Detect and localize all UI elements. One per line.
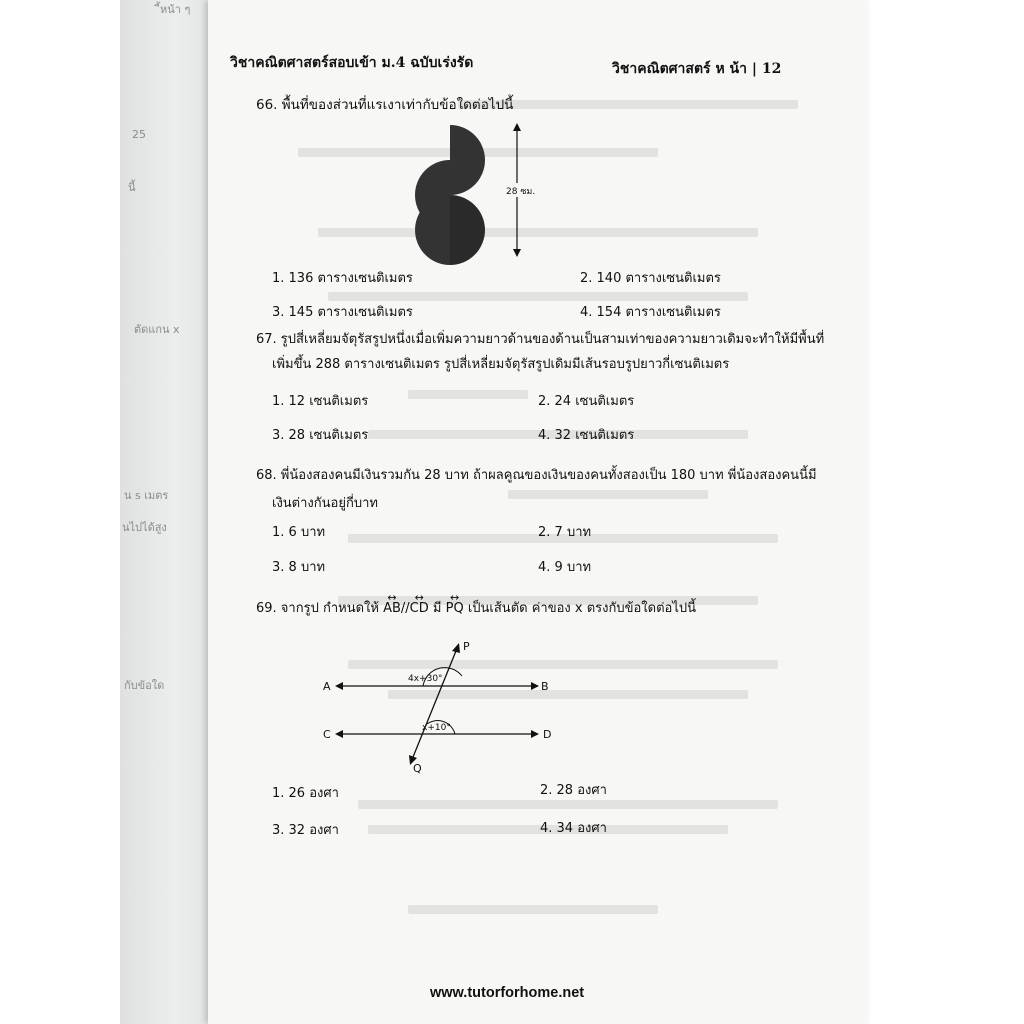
previous-page-edge [120,0,212,1024]
q66-option-2: 2. 140 ตารางเซนติเมตร [580,271,721,286]
q66-option-3: 3. 145 ตารางเซนติเมตร [272,305,413,320]
q68-option-4: 4. 9 บาท [538,560,592,575]
left-fragment: กับข้อใด [124,679,165,692]
q69-prefix: 69. จากรูป กำหนดให้ [256,601,379,616]
left-fragment: น s เมตร [124,489,169,502]
shaded-semicircles-figure [400,115,560,265]
q68-option-2: 2. 7 บาท [538,525,592,540]
point-p-label: P [463,640,470,653]
question-67-line-1: 67. รูปสี่เหลี่ยมจัตุรัสรูปหนึ่งเมื่อเพิ่มความยาวด้านของด้านเป็นสามเท่าของความยาวเดิมจะทำให้มีพื้นที่ [256,332,825,347]
point-b-label: B [541,680,549,693]
q66-option-1: 1. 136 ตารางเซนติเมตร [272,271,413,286]
arrow-left-icon [335,682,343,690]
left-fragment: ี้หน้า ๆ [160,3,191,16]
q69-option-4: 4. 34 องศา [540,821,607,836]
transversal-pq [411,646,458,762]
angle-label-2: x+10° [422,723,451,733]
arrow-right-icon [531,682,539,690]
header-page-number: วิชาคณิตศาสตร์ ห น้า | 12 [612,61,782,77]
question-68-line-2: เงินต่างกันอยู่กี่บาท [272,496,378,511]
left-fragment: ตัดแกน x [134,323,180,336]
arrow-right-icon [531,730,539,738]
q69-option-2: 2. 28 องศา [540,783,607,798]
q69-mid: มี [432,601,442,616]
arrow-left-icon [335,730,343,738]
parallel-lines-figure [315,638,565,778]
line-cd-label: ↔ CD [410,601,429,616]
q69-suffix: เป็นเส้นตัด ค่าของ x ตรงกับข้อใดต่อไปนี้ [467,601,697,616]
arrow-up-icon [452,643,460,653]
parallel-symbol: // [400,601,410,616]
semicircle-shape [450,125,485,195]
point-c-label: C [323,728,331,741]
q69-option-1: 1. 26 องศา [272,786,339,801]
q66-option-4: 4. 154 ตารางเซนติเมตร [580,305,721,320]
point-a-label: A [323,680,331,693]
question-66: 66. พื้นที่ของส่วนที่แรเงาเท่ากับข้อใดต่อไปนี้ [256,97,514,113]
arrow-up-icon [513,123,521,131]
q69-option-3: 3. 32 องศา [272,823,339,838]
line-pq-label: ↔ PQ [446,601,464,616]
line-ab-label: ↔ AB [383,601,401,616]
arrow-down-icon [513,249,521,257]
background-right [866,0,1024,1024]
footer-website: www.tutorforhome.net [430,985,585,1001]
q68-option-3: 3. 8 บาท [272,560,326,575]
question-69 [256,597,696,618]
angle-label-1: 4x+30° [408,674,443,684]
q67-option-4: 4. 32 เซนติเมตร [538,428,635,443]
point-d-label: D [543,728,552,741]
left-fragment: นี้ [128,181,136,194]
left-fragment: 25 [132,128,146,141]
q67-option-1: 1. 12 เซนติเมตร [272,394,369,409]
question-68-line-1: 68. พี่น้องสองคนมีเงินรวมกัน 28 บาท ถ้าผลคูณของเงินของคนทั้งสองเป็น 180 บาท พี่น้องสองคนนี้มี [256,468,817,483]
left-fragment: นไปได้สูง [122,521,167,534]
q67-option-2: 2. 24 เซนติเมตร [538,394,635,409]
q68-option-1: 1. 6 บาท [272,525,326,540]
height-label: 28 ซม. [506,187,536,197]
q67-option-3: 3. 28 เซนติเมตร [272,428,369,443]
question-67-line-2: เพิ่มขึ้น 288 ตารางเซนติเมตร รูปสี่เหลี่ยมจัตุรัสรูปเดิมมีเส้นรอบรูปยาวกี่เซนติเมตร [272,357,730,372]
header-title: วิชาคณิตศาสตร์สอบเข้า ม.4 ฉบับเร่งรัด [230,55,474,71]
semicircle-shape [450,195,485,265]
point-q-label: Q [413,762,422,775]
